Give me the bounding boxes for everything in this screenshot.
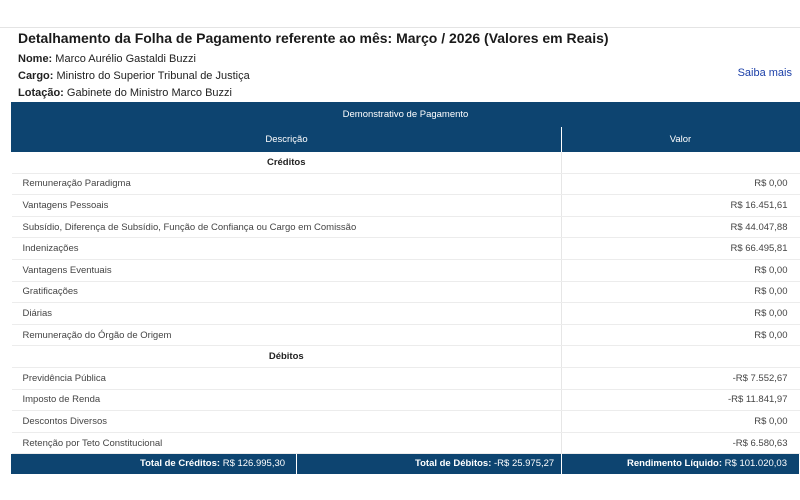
table-row [12, 411, 800, 433]
rendimento-liquido [627, 458, 787, 469]
row-description: Diárias [12, 303, 562, 325]
payment-table-wrapper [11, 102, 799, 454]
table-row [12, 238, 800, 260]
row-description: Gratificações [12, 281, 562, 303]
section-label-creditos: Créditos [12, 152, 562, 174]
row-value: R$ 0,00 [562, 324, 800, 346]
table-row [12, 432, 800, 454]
total-debitos-value: -R$ 25.975,27 [494, 458, 555, 469]
position-value: Ministro do Superior Tribunal de Justiça [56, 70, 250, 82]
table-row [12, 259, 800, 281]
row-description: Retenção por Teto Constitucional [12, 432, 562, 454]
table-row [12, 281, 800, 303]
top-divider [0, 27, 800, 28]
name-label: Nome: [18, 53, 53, 65]
row-description: Imposto de Renda [12, 389, 562, 411]
name-value: Marco Aurélio Gastaldi Buzzi [55, 53, 196, 65]
page-title: Detalhamento da Folha de Pagamento referente ao mês: Março / 2026 (Valores em Reais) [18, 30, 609, 46]
section-label-debitos: Débitos [12, 346, 562, 368]
total-creditos [140, 458, 285, 469]
column-header-descricao: Descrição [12, 127, 562, 152]
row-value: R$ 0,00 [562, 173, 800, 195]
row-description: Previdência Pública [12, 367, 562, 389]
employee-unit [18, 87, 232, 99]
payment-table [11, 102, 800, 454]
row-value: R$ 44.047,88 [562, 216, 800, 238]
row-description: Remuneração Paradigma [12, 173, 562, 195]
column-header-valor: Valor [562, 127, 800, 152]
rendimento-liquido-label: Rendimento Líquido: [627, 458, 723, 469]
row-value: R$ 66.495,81 [562, 238, 800, 260]
section-row-debitos [12, 346, 800, 368]
totals-divider [561, 454, 562, 474]
totals-divider [296, 454, 297, 474]
table-row [12, 324, 800, 346]
totals-bar [11, 454, 799, 474]
employee-position [18, 70, 250, 82]
employee-name [18, 53, 196, 65]
position-label: Cargo: [18, 70, 54, 82]
table-row [12, 216, 800, 238]
table-caption: Demonstrativo de Pagamento [12, 103, 800, 127]
row-value: R$ 0,00 [562, 259, 800, 281]
unit-label: Lotação: [18, 87, 64, 99]
row-description: Indenizações [12, 238, 562, 260]
total-creditos-value: R$ 126.995,30 [222, 458, 286, 469]
total-debitos [415, 458, 554, 469]
section-empty-cell [562, 152, 800, 174]
row-description: Vantagens Eventuais [12, 259, 562, 281]
unit-value: Gabinete do Ministro Marco Buzzi [66, 87, 232, 99]
section-row-creditos [12, 152, 800, 174]
row-description: Vantagens Pessoais [12, 195, 562, 217]
row-description: Descontos Diversos [12, 411, 562, 433]
row-value: -R$ 7.552,67 [562, 367, 800, 389]
table-row [12, 173, 800, 195]
total-debitos-label: Total de Débitos: [415, 458, 492, 469]
table-row [12, 389, 800, 411]
row-value: R$ 16.451,61 [562, 195, 800, 217]
row-description: Subsídio, Diferença de Subsídio, Função de Confiança ou Cargo em Comissão [12, 216, 562, 238]
row-value: -R$ 11.841,97 [562, 389, 800, 411]
row-description: Remuneração do Órgão de Origem [12, 324, 562, 346]
table-row [12, 303, 800, 325]
table-row [12, 195, 800, 217]
section-empty-cell [562, 346, 800, 368]
saiba-mais-link[interactable]: Saiba mais [737, 67, 792, 79]
row-value: R$ 0,00 [562, 411, 800, 433]
row-value: R$ 0,00 [562, 303, 800, 325]
row-value: R$ 0,00 [562, 281, 800, 303]
rendimento-liquido-value: R$ 101.020,03 [724, 458, 787, 469]
row-value: -R$ 6.580,63 [562, 432, 800, 454]
table-row [12, 367, 800, 389]
total-creditos-label: Total de Créditos: [140, 458, 221, 469]
